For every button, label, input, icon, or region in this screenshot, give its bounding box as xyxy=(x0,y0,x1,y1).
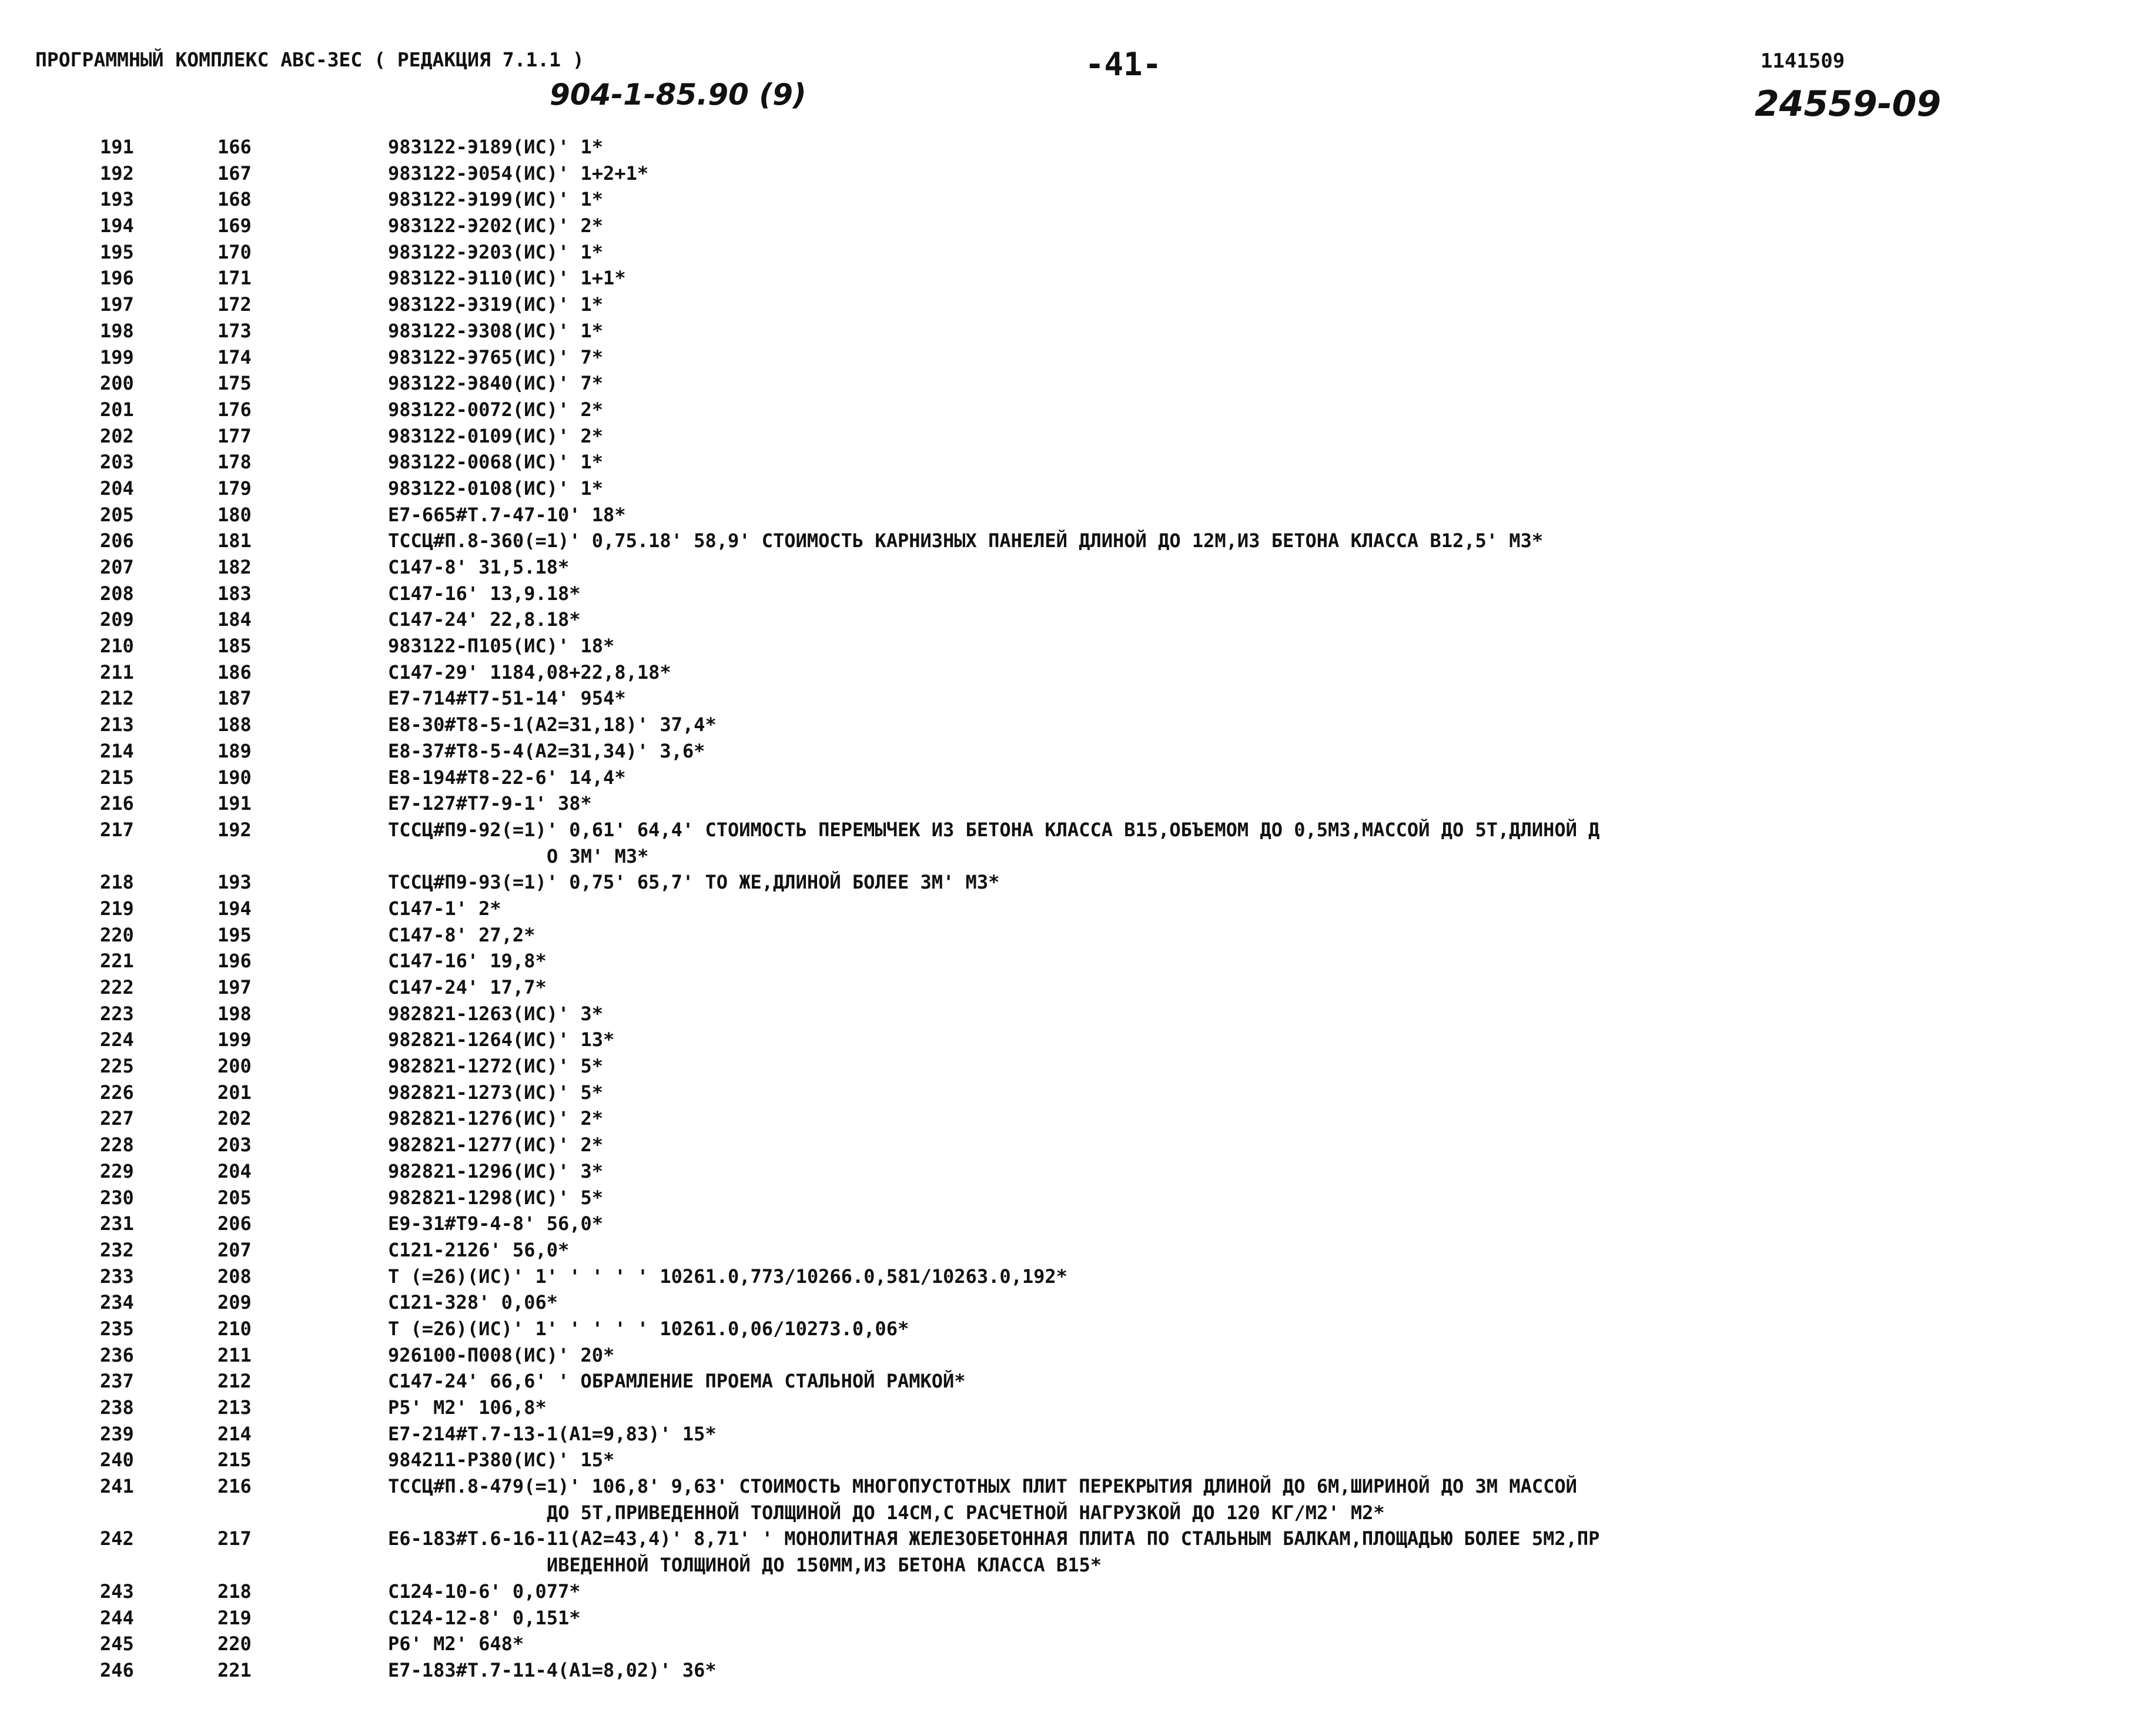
page-number: -41- xyxy=(1085,46,1162,83)
statement-number: 192 xyxy=(217,818,252,841)
statement-number: 215 xyxy=(217,1449,252,1472)
line-number: 236 xyxy=(100,1343,134,1366)
statement-number: 199 xyxy=(217,1028,252,1051)
line-number: 218 xyxy=(100,871,134,894)
statement-number: 172 xyxy=(217,293,252,316)
line-number: 205 xyxy=(100,503,134,526)
statement-text: 983122-Э319(ИС)' 1* xyxy=(388,293,604,316)
statement-text: С147-16' 19,8* xyxy=(388,950,547,973)
statement-number: 214 xyxy=(217,1422,252,1445)
statement-text-continuation: О 3М' М3* xyxy=(547,844,649,867)
line-number: 212 xyxy=(100,687,134,710)
line-number: 202 xyxy=(100,424,134,447)
statement-number: 175 xyxy=(217,372,252,395)
statement-number: 208 xyxy=(217,1265,252,1288)
statement-number: 221 xyxy=(217,1658,252,1681)
line-number: 241 xyxy=(100,1475,134,1498)
statement-text: ТССЦ#П.8-360(=1)' 0,75.18' 58,9' СТОИМОСТЬ КАРНИЗНЫХ ПАНЕЛЕЙ ДЛИНОЙ ДО 12М,ИЗ БЕТОНА КЛАССА В12,5' М3* xyxy=(388,529,1544,552)
statement-text-continuation: ДО 5Т,ПРИВЕДЕННОЙ ТОЛЩИНОЙ ДО 14СМ,С РАСЧЕТНОЙ НАГРУЗКОЙ ДО 120 КГ/М2' М2* xyxy=(547,1501,1385,1524)
listing-row xyxy=(0,1105,2152,1132)
line-number: 243 xyxy=(100,1580,134,1603)
line-number: 217 xyxy=(100,818,134,841)
line-number: 220 xyxy=(100,923,134,946)
statement-text: С147-24' 66,6' ' ОБРАМЛЕНИЕ ПРОЕМА СТАЛЬНОЙ РАМКОЙ* xyxy=(388,1370,966,1393)
statement-text: С124-10-6' 0,077* xyxy=(388,1580,581,1603)
statement-text: 983122-Э203(ИС)' 1* xyxy=(388,240,604,263)
statement-text: Е6-183#Т.6-16-11(А2=43,4)' 8,71' ' МОНОЛИТНАЯ ЖЕЛЕЗОБЕТОННАЯ ПЛИТА ПО СТАЛЬНЫМ БАЛКАМ,ПЛОЩАДЬЮ БОЛЕЕ 5М2,ПР xyxy=(388,1527,1600,1550)
statement-text: 982821-1272(ИС)' 5* xyxy=(388,1055,604,1078)
statement-number: 167 xyxy=(217,162,252,185)
statement-number: 210 xyxy=(217,1317,252,1340)
listing-row xyxy=(0,528,2152,554)
statement-text: С147-8' 27,2* xyxy=(388,923,536,946)
line-number: 214 xyxy=(100,739,134,762)
line-number: 245 xyxy=(100,1633,134,1655)
statement-number: 206 xyxy=(217,1212,252,1235)
listing-row xyxy=(0,738,2152,765)
statement-number: 216 xyxy=(217,1475,252,1498)
statement-number: 177 xyxy=(217,424,252,447)
line-number: 201 xyxy=(100,398,134,421)
statement-number: 213 xyxy=(217,1396,252,1419)
statement-text: 983122-0068(ИС)' 1* xyxy=(388,451,604,474)
statement-text: С147-1' 2* xyxy=(388,897,501,920)
line-number: 193 xyxy=(100,188,134,211)
statement-text: С121-328' 0,06* xyxy=(388,1291,558,1314)
listing-row xyxy=(0,1001,2152,1027)
statement-text: Е7-127#Т7-9-1' 38* xyxy=(388,792,592,815)
statement-text: Р6' М2' 648* xyxy=(388,1633,524,1655)
statement-number: 187 xyxy=(217,687,252,710)
statement-number: 209 xyxy=(217,1291,252,1314)
statement-number: 212 xyxy=(217,1370,252,1393)
statement-number: 183 xyxy=(217,582,252,605)
listing xyxy=(0,134,2152,1684)
program-header: ПРОГРАММНЫЙ КОМПЛЕКС АВС-3ЕС ( РЕДАКЦИЯ 7.1.1 ) xyxy=(35,48,584,71)
statement-text: С147-24' 22,8.18* xyxy=(388,608,581,631)
statement-text: Р5' М2' 106,8* xyxy=(388,1396,547,1419)
listing-row xyxy=(0,318,2152,344)
listing-row xyxy=(0,1631,2152,1657)
statement-number: 179 xyxy=(217,477,252,500)
statement-number: 174 xyxy=(217,346,252,368)
line-number: 233 xyxy=(100,1265,134,1288)
listing-row xyxy=(0,344,2152,371)
listing-row xyxy=(0,291,2152,318)
statement-text: С147-29' 1184,08+22,8,18* xyxy=(388,661,671,683)
line-number: 240 xyxy=(100,1449,134,1472)
statement-text: С147-8' 31,5.18* xyxy=(388,556,570,578)
statement-text: 926100-П008(ИС)' 20* xyxy=(388,1343,615,1366)
statement-text: 984211-Р380(ИС)' 15* xyxy=(388,1449,615,1472)
line-number: 238 xyxy=(100,1396,134,1419)
statement-number: 202 xyxy=(217,1107,252,1130)
statement-text: 983122-0109(ИС)' 2* xyxy=(388,424,604,447)
listing-row xyxy=(0,475,2152,502)
statement-number: 217 xyxy=(217,1527,252,1550)
statement-number: 194 xyxy=(217,897,252,920)
listing-row xyxy=(0,1185,2152,1211)
line-number: 216 xyxy=(100,792,134,815)
statement-text: Е7-214#Т.7-13-1(А1=9,83)' 15* xyxy=(388,1422,717,1445)
statement-number: 196 xyxy=(217,950,252,973)
line-number: 223 xyxy=(100,1002,134,1025)
line-number: 207 xyxy=(100,556,134,578)
statement-number: 218 xyxy=(217,1580,252,1603)
line-number: 227 xyxy=(100,1107,134,1130)
line-number: 239 xyxy=(100,1422,134,1445)
statement-text: 983122-Э189(ИС)' 1* xyxy=(388,136,604,158)
line-number: 199 xyxy=(100,346,134,368)
listing-row xyxy=(0,948,2152,974)
line-number: 191 xyxy=(100,136,134,158)
statement-text: Е8-37#Т8-5-4(А2=31,34)' 3,6* xyxy=(388,739,705,762)
listing-row xyxy=(0,1605,2152,1631)
listing-row xyxy=(0,1027,2152,1053)
listing-row xyxy=(0,1368,2152,1395)
statement-number: 201 xyxy=(217,1081,252,1104)
statement-text: ТССЦ#П.8-479(=1)' 106,8' 9,63' СТОИМОСТЬ МНОГОПУСТОТНЫХ ПЛИТ ПЕРЕКРЫТИЯ ДЛИНОЙ ДО 6М,ШИРИНОЙ ДО 3М МАССОЙ xyxy=(388,1475,1577,1498)
listing-row xyxy=(0,817,2152,843)
statement-number: 188 xyxy=(217,713,252,736)
listing-row xyxy=(0,213,2152,239)
listing-row xyxy=(0,896,2152,922)
statement-number: 220 xyxy=(217,1633,252,1655)
statement-number: 176 xyxy=(217,398,252,421)
line-number: 195 xyxy=(100,240,134,263)
statement-number: 203 xyxy=(217,1134,252,1157)
line-number: 200 xyxy=(100,372,134,395)
statement-number: 182 xyxy=(217,556,252,578)
statement-number: 168 xyxy=(217,188,252,211)
statement-number: 181 xyxy=(217,529,252,552)
statement-number: 189 xyxy=(217,739,252,762)
statement-text: Е7-665#Т.7-47-10' 18* xyxy=(388,503,626,526)
line-number: 215 xyxy=(100,766,134,789)
statement-text: 983122-0108(ИС)' 1* xyxy=(388,477,604,500)
listing-row xyxy=(0,265,2152,291)
handwritten-series-note: 904-1-85.90 (9) xyxy=(550,78,806,112)
listing-row xyxy=(0,765,2152,791)
listing-row xyxy=(0,581,2152,607)
listing-row xyxy=(0,659,2152,686)
line-number: 213 xyxy=(100,713,134,736)
listing-row xyxy=(0,685,2152,712)
listing-row xyxy=(0,1657,2152,1684)
statement-number: 219 xyxy=(217,1606,252,1629)
statement-text: Т (=26)(ИС)' 1' ' ' ' ' 10261.0,06/10273.0,06* xyxy=(388,1317,909,1340)
listing-row xyxy=(0,922,2152,949)
line-number: 219 xyxy=(100,897,134,920)
line-number: 196 xyxy=(100,267,134,290)
listing-row xyxy=(0,160,2152,187)
listing-row xyxy=(0,1526,2152,1552)
listing-row xyxy=(0,712,2152,738)
line-number: 237 xyxy=(100,1370,134,1393)
statement-text: Е8-194#Т8-22-6' 14,4* xyxy=(388,766,626,789)
line-number: 209 xyxy=(100,608,134,631)
statement-number: 171 xyxy=(217,267,252,290)
line-number: 221 xyxy=(100,950,134,973)
statement-text: 983122-П105(ИС)' 18* xyxy=(388,635,615,658)
statement-text: 982821-1273(ИС)' 5* xyxy=(388,1081,604,1104)
line-number: 206 xyxy=(100,529,134,552)
line-number: 204 xyxy=(100,477,134,500)
statement-text: Е7-714#Т7-51-14' 954* xyxy=(388,687,626,710)
statement-text: ТССЦ#П9-92(=1)' 0,61' 64,4' СТОИМОСТЬ ПЕРЕМЫЧЕК ИЗ БЕТОНА КЛАССА В15,ОБЪЕМОМ ДО 0,5М3,МАССОЙ ДО 5Т,ДЛИНОЙ Д xyxy=(388,818,1600,841)
listing-row xyxy=(0,1342,2152,1369)
listing-row xyxy=(0,502,2152,528)
listing-row xyxy=(0,134,2152,160)
statement-text: Е7-183#Т.7-11-4(А1=8,02)' 36* xyxy=(388,1658,717,1681)
listing-row xyxy=(0,1211,2152,1237)
statement-text: 983122-Э308(ИС)' 1* xyxy=(388,319,604,342)
statement-number: 190 xyxy=(217,766,252,789)
line-number: 228 xyxy=(100,1134,134,1157)
line-number: 211 xyxy=(100,661,134,683)
listing-row xyxy=(0,239,2152,266)
listing-row xyxy=(0,186,2152,213)
line-number: 242 xyxy=(100,1527,134,1550)
statement-text: 982821-1277(ИС)' 2* xyxy=(388,1134,604,1157)
line-number: 231 xyxy=(100,1212,134,1235)
statement-number: 191 xyxy=(217,792,252,815)
listing-row xyxy=(0,1316,2152,1342)
listing-row xyxy=(0,449,2152,475)
line-number: 246 xyxy=(100,1658,134,1681)
statement-text: С147-16' 13,9.18* xyxy=(388,582,581,605)
statement-text: 983122-Э199(ИС)' 1* xyxy=(388,188,604,211)
listing-row xyxy=(0,1421,2152,1447)
statement-number: 205 xyxy=(217,1186,252,1209)
statement-text: 983122-Э054(ИС)' 1+2+1* xyxy=(388,162,649,185)
listing-row xyxy=(0,1158,2152,1185)
statement-number: 211 xyxy=(217,1343,252,1366)
line-number: 210 xyxy=(100,635,134,658)
listing-row xyxy=(0,1447,2152,1473)
line-number: 232 xyxy=(100,1238,134,1261)
statement-text: 983122-Э202(ИС)' 2* xyxy=(388,215,604,237)
statement-number: 197 xyxy=(217,976,252,998)
statement-number: 200 xyxy=(217,1055,252,1078)
line-number: 224 xyxy=(100,1028,134,1051)
listing-row xyxy=(0,633,2152,659)
statement-number: 186 xyxy=(217,661,252,683)
listing-row xyxy=(0,1289,2152,1316)
statement-number: 195 xyxy=(217,923,252,946)
listing-row xyxy=(0,974,2152,1001)
listing-continuation-row xyxy=(0,1552,2152,1579)
listing-row xyxy=(0,1395,2152,1421)
listing-row xyxy=(0,1237,2152,1264)
line-number: 235 xyxy=(100,1317,134,1340)
statement-text: 982821-1298(ИС)' 5* xyxy=(388,1186,604,1209)
statement-number: 198 xyxy=(217,1002,252,1025)
statement-text: 983122-Э110(ИС)' 1+1* xyxy=(388,267,626,290)
statement-number: 193 xyxy=(217,871,252,894)
listing-row xyxy=(0,1132,2152,1158)
line-number: 194 xyxy=(100,215,134,237)
statement-number: 173 xyxy=(217,319,252,342)
line-number: 222 xyxy=(100,976,134,998)
listing-row xyxy=(0,370,2152,397)
statement-number: 207 xyxy=(217,1238,252,1261)
statement-text: С121-2126' 56,0* xyxy=(388,1238,570,1261)
listing-row xyxy=(0,1080,2152,1106)
listing-row xyxy=(0,1473,2152,1500)
line-number: 244 xyxy=(100,1606,134,1629)
statement-number: 185 xyxy=(217,635,252,658)
statement-number: 170 xyxy=(217,240,252,263)
statement-text: 982821-1263(ИС)' 3* xyxy=(388,1002,604,1025)
statement-text: С147-24' 17,7* xyxy=(388,976,547,998)
statement-text: 982821-1296(ИС)' 3* xyxy=(388,1159,604,1182)
listing-row xyxy=(0,397,2152,423)
statement-text: 982821-1264(ИС)' 13* xyxy=(388,1028,615,1051)
line-number: 225 xyxy=(100,1055,134,1078)
statement-text: Е9-31#Т9-4-8' 56,0* xyxy=(388,1212,604,1235)
line-number: 197 xyxy=(100,293,134,316)
listing-row xyxy=(0,1579,2152,1605)
statement-text: ТССЦ#П9-93(=1)' 0,75' 65,7' ТО ЖЕ,ДЛИНОЙ БОЛЕЕ 3М' М3* xyxy=(388,871,1000,894)
line-number: 192 xyxy=(100,162,134,185)
handwritten-archive-number: 24559-09 xyxy=(1755,83,1942,125)
line-number: 229 xyxy=(100,1159,134,1182)
listing-row xyxy=(0,606,2152,633)
statement-number: 180 xyxy=(217,503,252,526)
statement-number: 184 xyxy=(217,608,252,631)
statement-text: Т (=26)(ИС)' 1' ' ' ' ' 10261.0,773/10266.0,581/10263.0,192* xyxy=(388,1265,1067,1288)
statement-number: 166 xyxy=(217,136,252,158)
listing-row xyxy=(0,869,2152,896)
line-number: 198 xyxy=(100,319,134,342)
listing-row xyxy=(0,790,2152,817)
line-number: 203 xyxy=(100,451,134,474)
listing-row xyxy=(0,1053,2152,1080)
statement-text: 983122-0072(ИС)' 2* xyxy=(388,398,604,421)
statement-text: Е8-30#Т8-5-1(А2=31,18)' 37,4* xyxy=(388,713,717,736)
listing-row xyxy=(0,554,2152,581)
document-number: 1141509 xyxy=(1761,49,1845,73)
statement-text: 983122-Э840(ИС)' 7* xyxy=(388,372,604,395)
line-number: 230 xyxy=(100,1186,134,1209)
listing-continuation-row xyxy=(0,1500,2152,1526)
line-number: 234 xyxy=(100,1291,134,1314)
listing-row xyxy=(0,423,2152,450)
listing-continuation-row xyxy=(0,843,2152,870)
statement-number: 178 xyxy=(217,451,252,474)
line-number: 208 xyxy=(100,582,134,605)
statement-text: 983122-Э765(ИС)' 7* xyxy=(388,346,604,368)
listing-row xyxy=(0,1264,2152,1290)
line-number: 226 xyxy=(100,1081,134,1104)
statement-number: 169 xyxy=(217,215,252,237)
statement-text: С124-12-8' 0,151* xyxy=(388,1606,581,1629)
statement-text: 982821-1276(ИС)' 2* xyxy=(388,1107,604,1130)
statement-text-continuation: ИВЕДЕННОЙ ТОЛЩИНОЙ ДО 150ММ,ИЗ БЕТОНА КЛАССА В15* xyxy=(547,1554,1102,1577)
statement-number: 204 xyxy=(217,1159,252,1182)
